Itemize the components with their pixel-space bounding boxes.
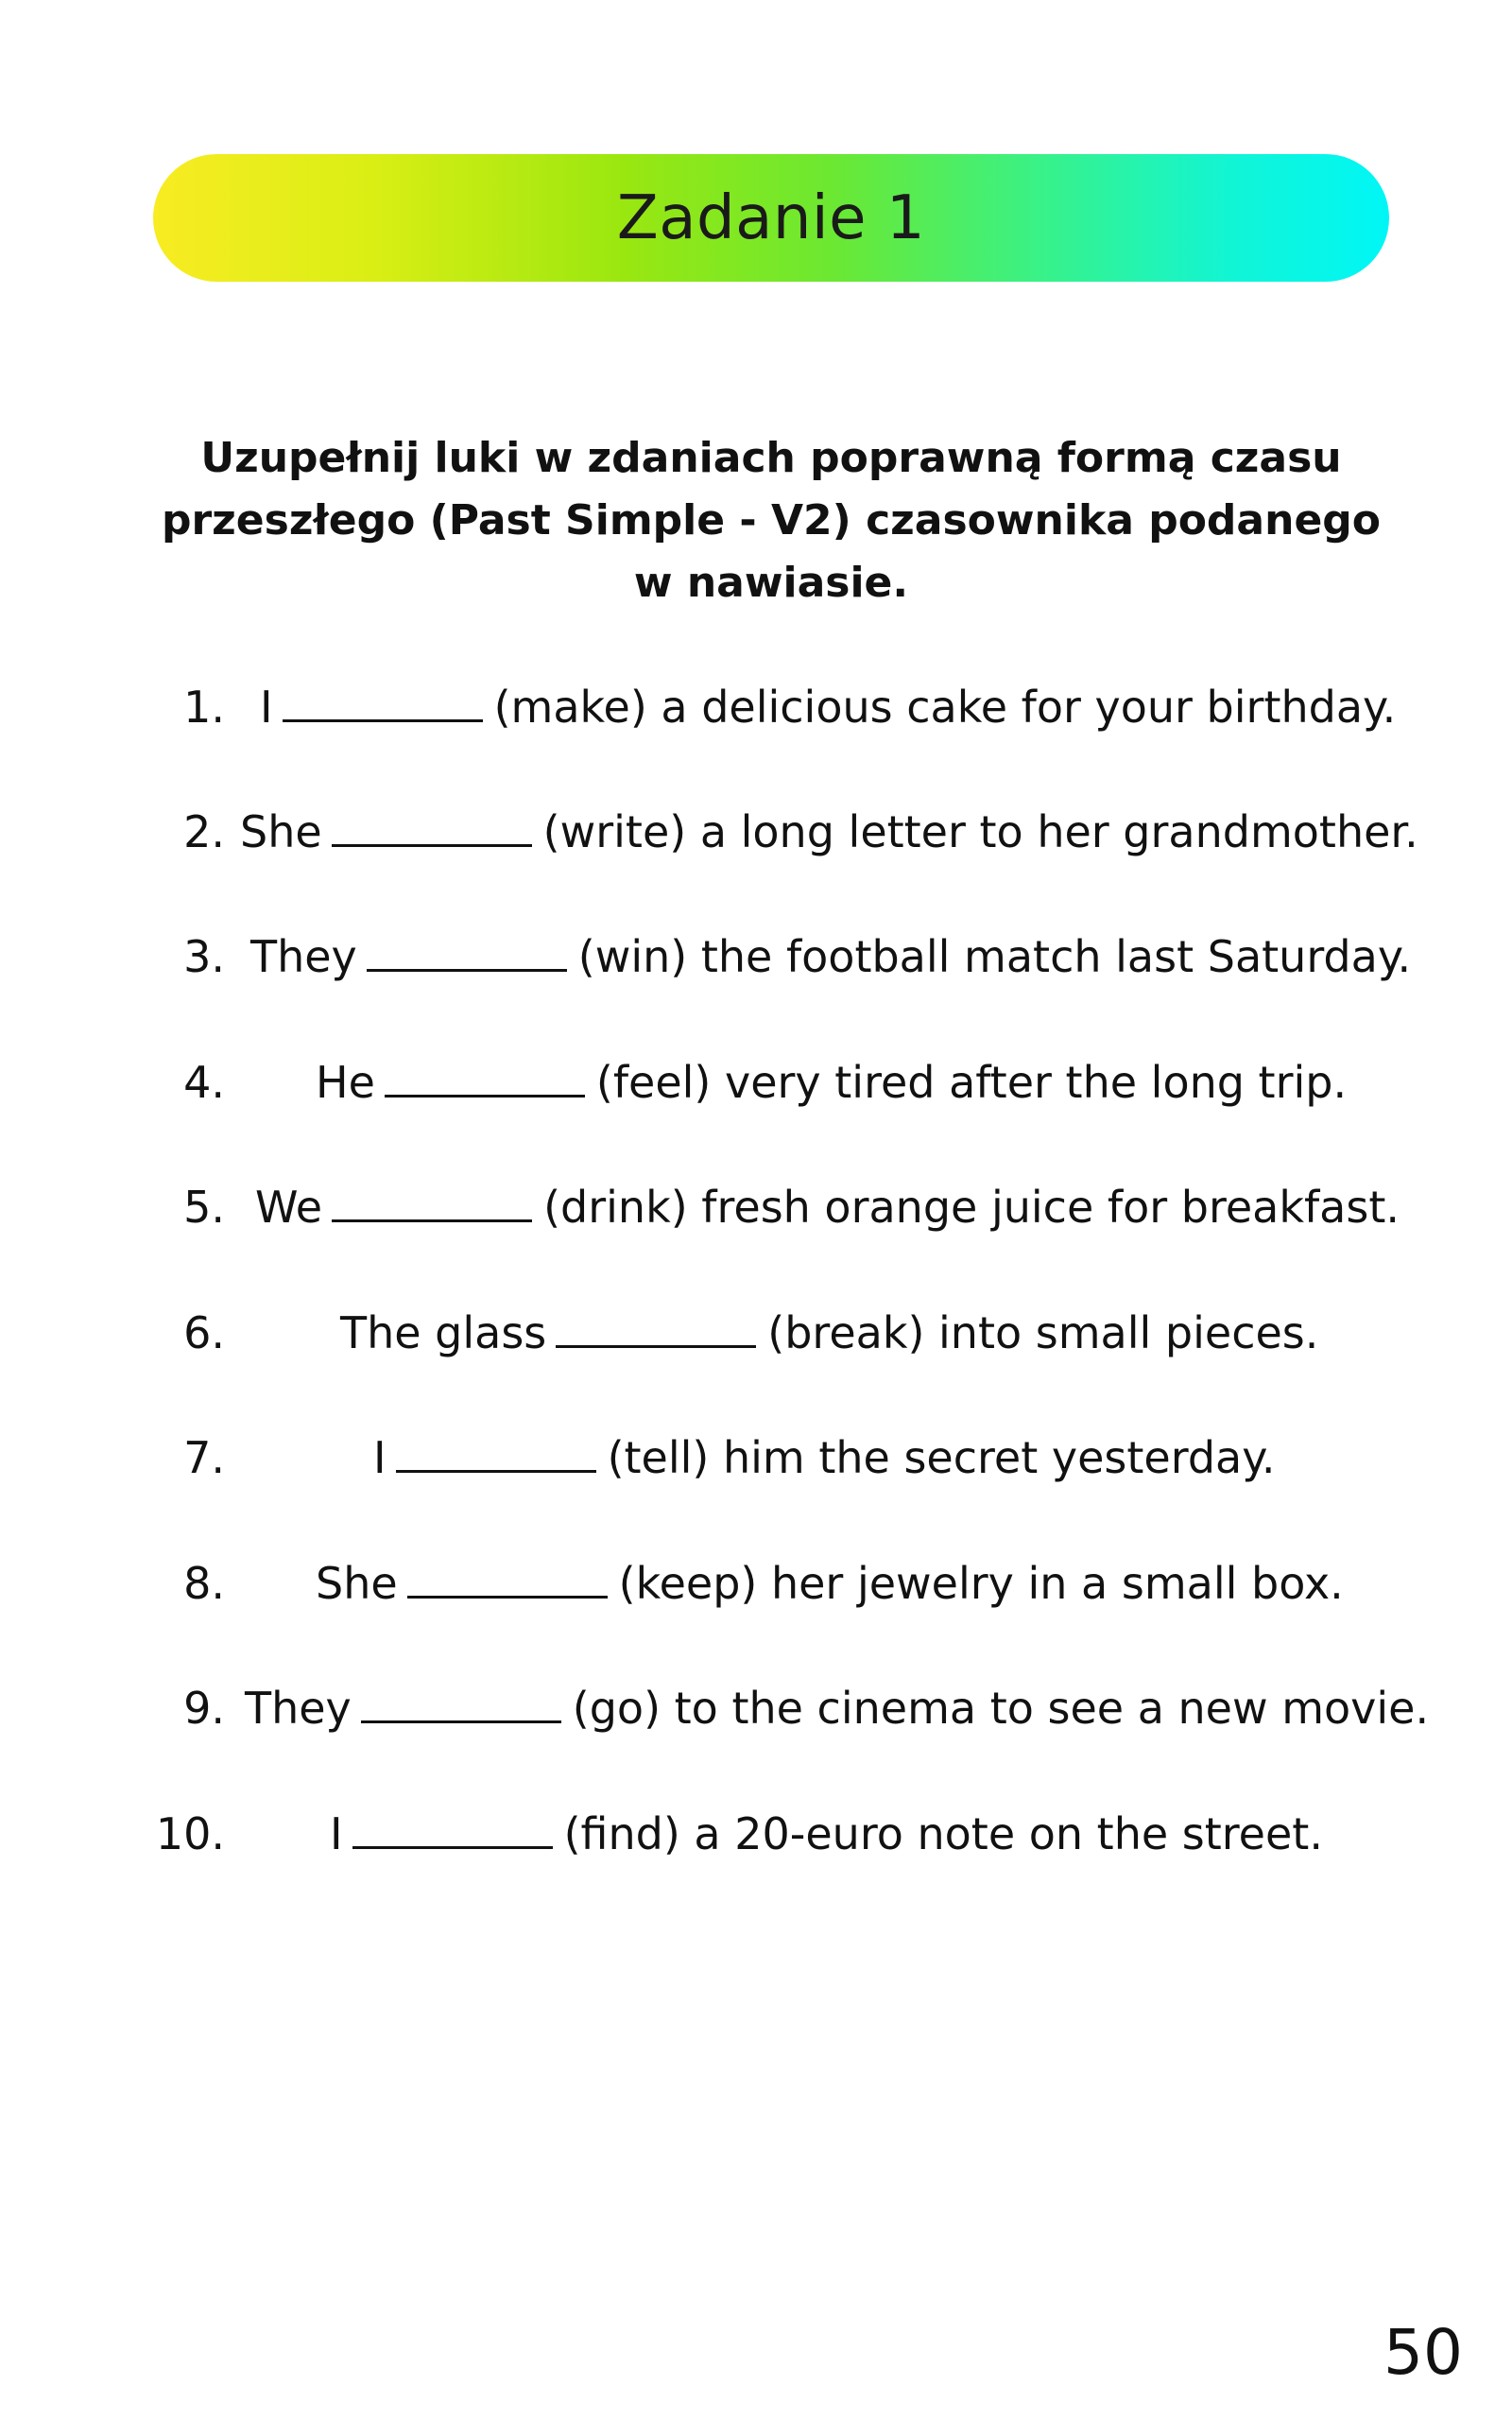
page-title: Zadanie 1 [616, 182, 926, 253]
exercise-sentence [316, 1049, 1347, 1115]
exercise-rest: (make) a delicious cake for your birthday. [493, 682, 1397, 733]
answer-blank[interactable] [556, 1307, 756, 1348]
exercise-rest: (keep) her jewelry in a small box. [618, 1558, 1344, 1609]
answer-blank[interactable] [332, 806, 532, 847]
exercise-number: 8. [183, 1558, 225, 1609]
page-number: 50 [1383, 2316, 1463, 2389]
exercise-subject: We [255, 1182, 323, 1233]
exercise-rest: (write) a long letter to her grandmother. [542, 806, 1418, 857]
exercise-item [0, 674, 1512, 740]
answer-blank[interactable] [367, 931, 567, 972]
exercise-subject: I [260, 682, 273, 733]
exercise-item [0, 1801, 1512, 1867]
answer-blank[interactable] [385, 1057, 585, 1098]
exercise-item [0, 924, 1512, 990]
exercise-sentence [255, 1174, 1400, 1240]
exercise-rest: (go) to the cinema to see a new movie. [572, 1683, 1430, 1734]
exercise-subject: The glass [340, 1307, 547, 1358]
answer-blank[interactable] [352, 1808, 553, 1849]
exercise-item [0, 1174, 1512, 1240]
exercise-rest: (win) the football match last Saturday. [577, 931, 1412, 982]
exercise-number: 10. [155, 1808, 225, 1859]
exercise-number: 2. [183, 806, 225, 857]
exercise-item [0, 1300, 1512, 1366]
answer-blank[interactable] [407, 1558, 608, 1599]
exercise-sentence [373, 1425, 1276, 1491]
exercise-sentence [260, 674, 1396, 740]
exercise-number: 1. [183, 682, 225, 733]
exercise-subject: She [316, 1558, 398, 1609]
exercise-sentence [340, 1300, 1318, 1366]
exercise-subject: They [250, 931, 357, 982]
exercise-number: 6. [183, 1307, 225, 1358]
exercise-subject: I [373, 1432, 387, 1483]
exercise-rest: (find) a 20-euro note on the street. [563, 1808, 1323, 1859]
exercise-number: 4. [183, 1057, 225, 1108]
exercise-rest: (break) into small pieces. [767, 1307, 1319, 1358]
instructions: Uzupełnij luki w zdaniach poprawną formą czasu przeszłego (Past Simple - V2) czasownika podanego w nawiasie. [161, 434, 1382, 607]
exercise-subject: I [330, 1808, 343, 1859]
exercise-subject: They [245, 1683, 352, 1734]
exercise-subject: She [240, 806, 322, 857]
exercise-sentence [240, 799, 1418, 865]
exercise-item [0, 1425, 1512, 1491]
exercise-rest: (feel) very tired after the long trip. [595, 1057, 1348, 1108]
exercise-number: 3. [183, 931, 225, 982]
exercise-sentence [316, 1550, 1344, 1616]
answer-blank[interactable] [361, 1683, 561, 1723]
exercise-number: 9. [183, 1683, 225, 1734]
answer-blank[interactable] [396, 1432, 596, 1473]
exercise-number: 5. [183, 1182, 225, 1233]
exercise-item [0, 799, 1512, 865]
exercise-number: 7. [183, 1432, 225, 1483]
exercise-item [0, 1550, 1512, 1616]
exercise-item [0, 1049, 1512, 1115]
exercise-rest: (tell) him the secret yesterday. [607, 1432, 1276, 1483]
exercise-item [0, 1675, 1512, 1741]
title-banner [153, 154, 1389, 282]
exercise-sentence [330, 1801, 1323, 1867]
exercise-sentence [250, 924, 1411, 990]
answer-blank[interactable] [332, 1182, 532, 1222]
answer-blank[interactable] [283, 682, 483, 722]
exercise-subject: He [316, 1057, 375, 1108]
exercise-rest: (drink) fresh orange juice for breakfast. [543, 1182, 1400, 1233]
exercise-sentence [245, 1675, 1429, 1741]
